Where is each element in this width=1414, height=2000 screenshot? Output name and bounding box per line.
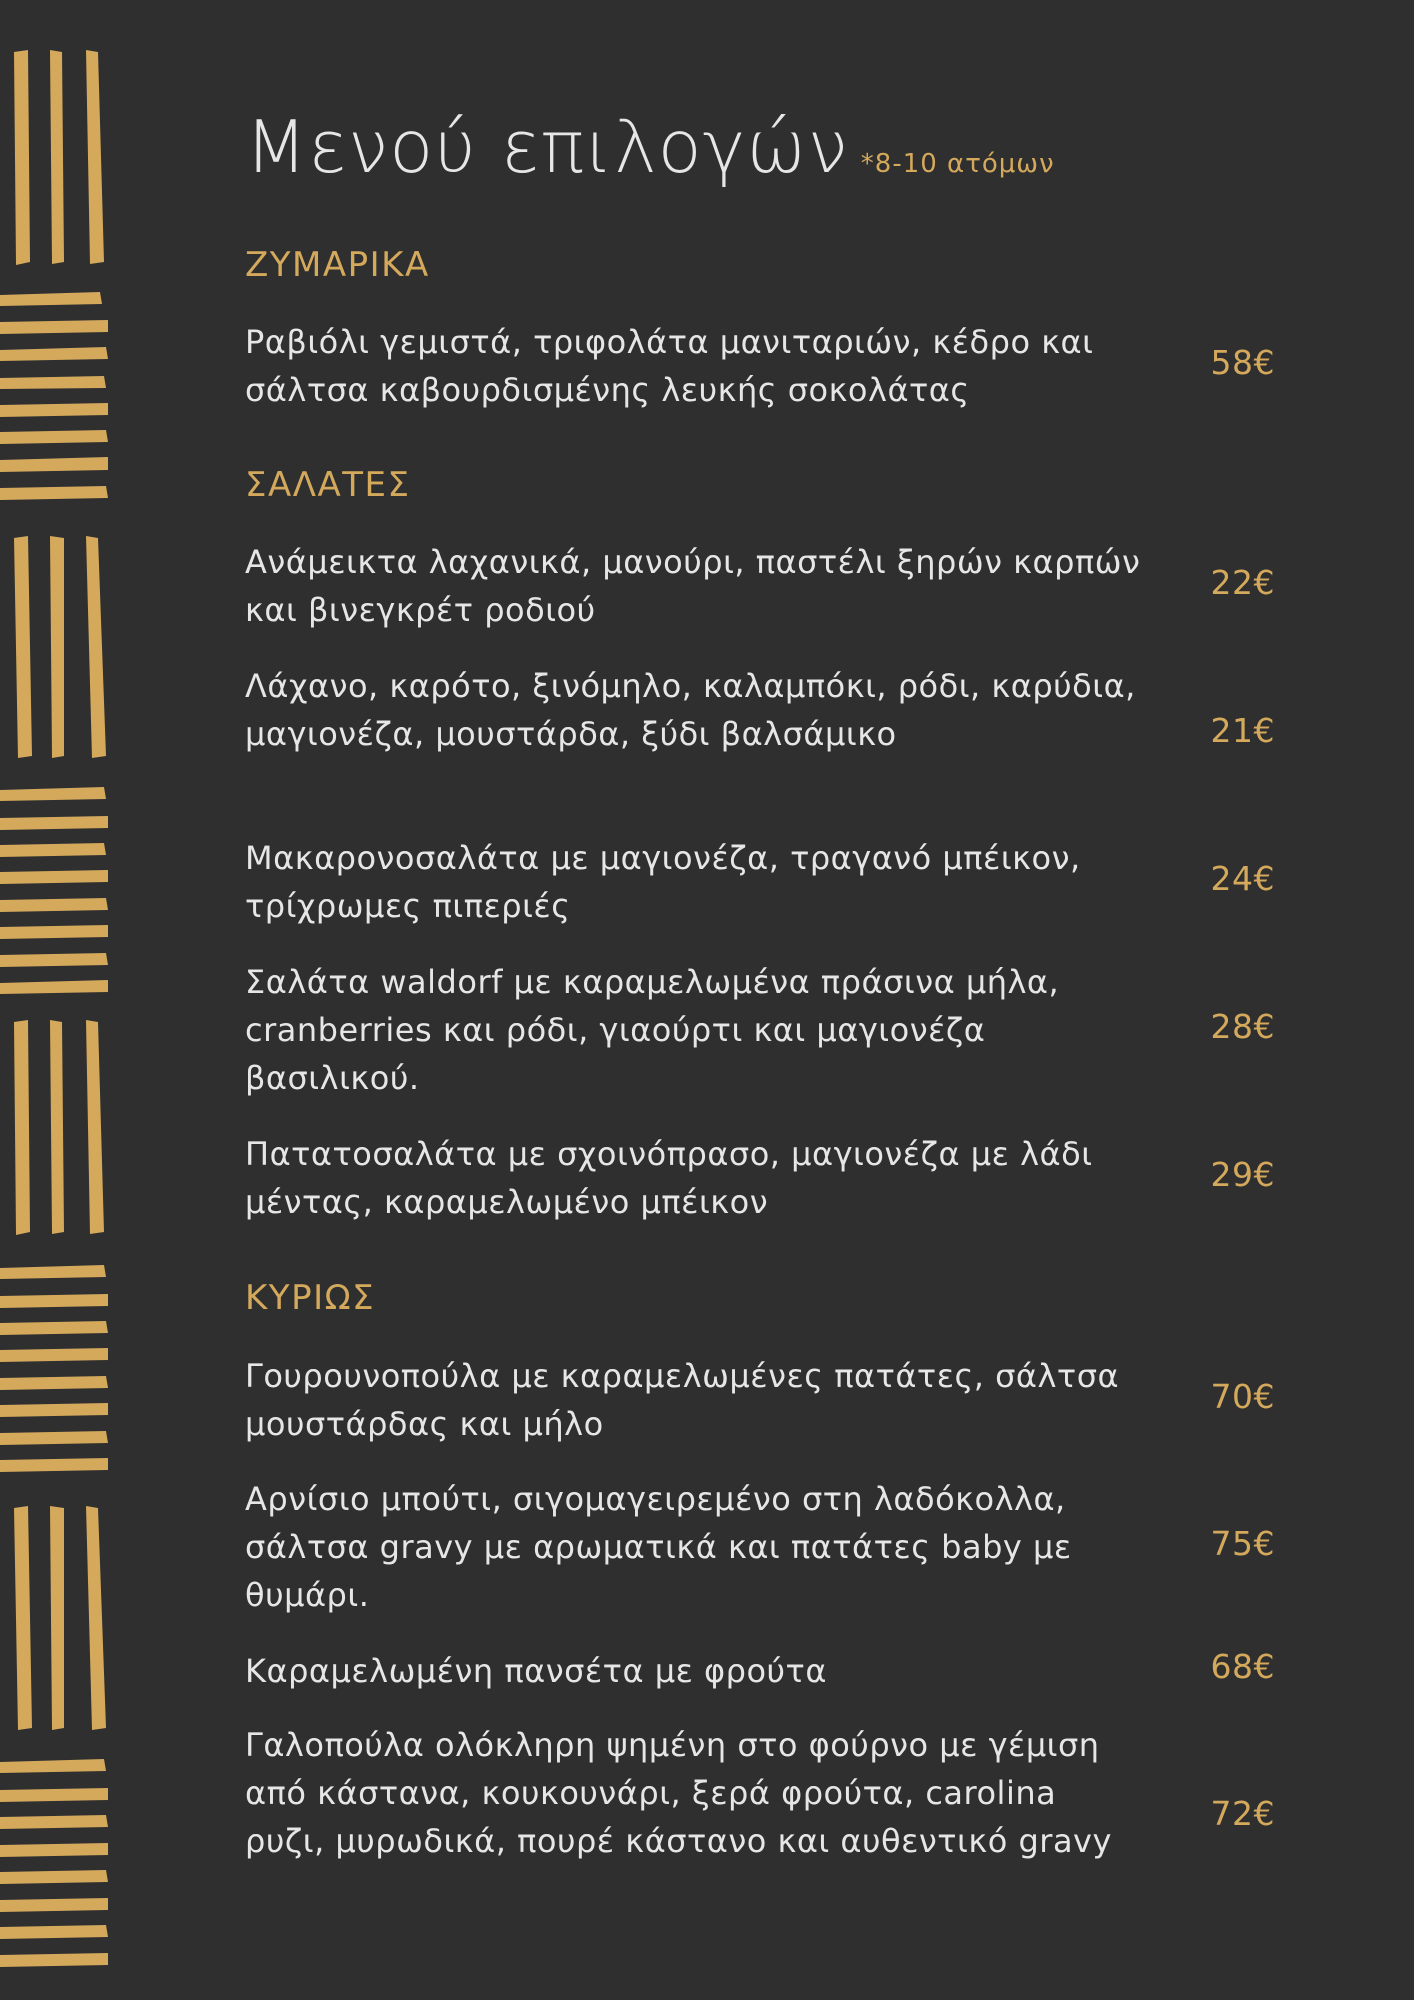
item-description: Αρνίσιο μπούτι, σιγομαγειρεμένο στη λαδόκολλα, σάλτσα gravy με αρωματικά και πατάτες baby με θυμάρι. <box>245 1480 1072 1614</box>
menu-item <box>245 662 1275 806</box>
menu-item <box>245 538 1275 634</box>
item-price: 68€ <box>1210 1647 1275 1686</box>
section-heading-salads: ΣΑΛΑΤΕΣ <box>245 465 411 505</box>
page-subtitle: *8-10 ατόμων <box>860 149 1055 179</box>
menu-item <box>245 958 1275 1102</box>
item-price: 21€ <box>1210 711 1275 750</box>
item-description: Σαλάτα waldorf με καραμελωμένα πράσινα μήλα, cranberries και ρόδι, γιαούρτι και μαγιονέζα βασιλικού. <box>245 963 1060 1097</box>
item-description: Καραμελωμένη πανσέτα με φρούτα <box>245 1652 827 1690</box>
item-price: 24€ <box>1210 859 1275 898</box>
section-heading-mains: ΚΥΡΙΩΣ <box>245 1278 376 1318</box>
page-title: Μενού επιλογών <box>245 105 849 189</box>
menu-item <box>245 1475 1275 1619</box>
item-description: Ραβιόλι γεμιστά, τριφολάτα μανιταριών, κέδρο και σάλτσα καβουρδισμένης λευκής σοκολάτας <box>245 323 1094 409</box>
menu-item <box>245 1647 1275 1695</box>
item-description: Πατατοσαλάτα με σχοινόπρασο, μαγιονέζα με λάδι μέντας, καραμελωμένο μπέικον <box>245 1135 1093 1221</box>
item-description: Γουρουνοπούλα με καραμελωμένες πατάτες, σάλτσα μουστάρδας και μήλο <box>245 1357 1120 1443</box>
item-price: 29€ <box>1210 1155 1275 1194</box>
menu-header <box>245 105 1055 189</box>
item-description: Λάχανο, καρότο, ξινόμηλο, καλαμπόκι, ρόδι, καρύδια, μαγιονέζα, μουστάρδα, ξύδι βαλσάμικο <box>245 667 1136 753</box>
item-description: Μακαρονοσαλάτα με μαγιονέζα, τραγανό μπέικον, τρίχρωμες πιπεριές <box>245 839 1081 925</box>
item-description: Ανάμεικτα λαχανικά, μανούρι, παστέλι ξηρών καρπών και βινεγκρέτ ροδιού <box>245 543 1141 629</box>
menu-item <box>245 1352 1275 1448</box>
menu-item <box>245 318 1275 414</box>
menu-item <box>245 834 1275 930</box>
menu-page <box>245 0 1275 2000</box>
item-price: 72€ <box>1210 1794 1275 1833</box>
item-price: 28€ <box>1210 1007 1275 1046</box>
menu-item <box>245 1721 1275 1913</box>
item-price: 75€ <box>1210 1524 1275 1563</box>
item-price: 70€ <box>1210 1377 1275 1416</box>
decorative-brush-stripe <box>0 0 112 2000</box>
menu-item <box>245 1130 1275 1226</box>
section-heading-pasta: ΖΥΜΑΡΙΚΑ <box>245 245 430 285</box>
item-description: Γαλοπούλα ολόκληρη ψημένη στο φούρνο με γέμιση από κάστανα, κουκουνάρι, ξερά φρούτα, carolina ρυζι, μυρωδικά, πουρέ κάστανο και αυθεντικό gravy <box>245 1726 1112 1860</box>
item-price: 58€ <box>1210 343 1275 382</box>
item-price: 22€ <box>1210 563 1275 602</box>
